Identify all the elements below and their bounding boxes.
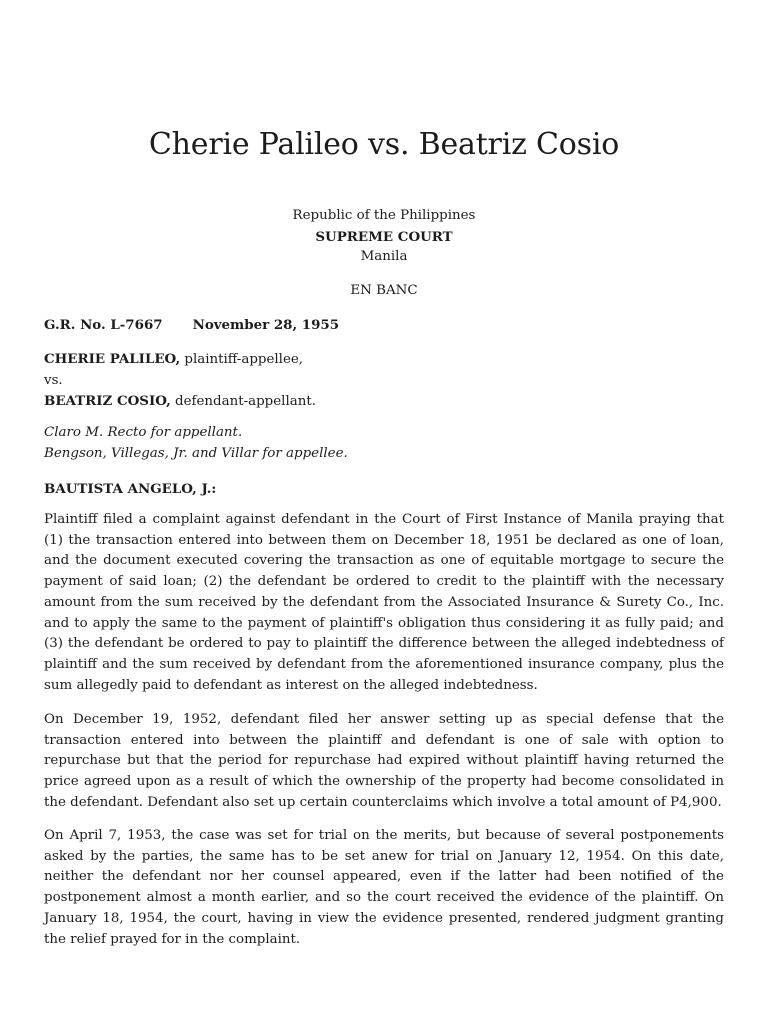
court-header: [44, 206, 724, 268]
body-paragraph: On December 19, 1952, defendant filed her answer setting up as special defense that the transaction entered into between the plaintiff and defendant is one of sale with option to repurchase but that the period for repurchase had expired without plaintiff having returned the price agreed upon as a result of which the ownership of the property had become consolidated in the defendant. Defendant also set up certain counterclaims which involve a total amount of P4,900.: [44, 712, 724, 810]
ponente: BAUTISTA ANGELO, J.:: [44, 481, 217, 497]
appellant-counsel: Claro M. Recto for appellant.: [44, 425, 243, 440]
appellee-counsel: Bengson, Villegas, Jr. and Villar for appellee.: [44, 445, 348, 461]
plaintiff-name: CHERIE PALILEO,: [44, 351, 181, 367]
gr-number: G.R. No. L-7667: [44, 317, 163, 333]
counsel-block: [44, 423, 724, 464]
defendant-role: defendant-appellant.: [170, 394, 316, 410]
plaintiff-role: plaintiff-appellee,: [180, 352, 304, 367]
case-number-line: [44, 315, 724, 336]
division-label: EN BANC: [350, 283, 418, 298]
versus-label: vs.: [44, 372, 63, 388]
body-paragraph: Plaintiff filed a complaint against defendant in the Court of First Instance of Manila praying that (1) the transaction entered into between them on December 18, 1951 be declared as one of loan, and the document executed covering the transaction as one of equitable mortgage to secure the payment of said loan; (2) the defendant be ordered to credit to the plaintiff with the necessary amount from the sum received by the defendant from the Associated Insurance & Surety Co., Inc. and to apply the same to the payment of plaintiff's obligation thus considering it as fully paid; and (3) the defendant be ordered to pay to plaintiff the difference between the alleged indebtedness of plaintiff and the sum received by defendant from the aforementioned insurance company, plus the sum allegedly paid to defendant as interest on the alleged indebtedness.: [44, 512, 724, 693]
court-name: SUPREME COURT: [315, 228, 453, 245]
defendant-line: [44, 391, 724, 413]
decision-date: November 28, 1955: [192, 317, 340, 333]
document-title: Cherie Palileo vs. Beatriz Cosio: [148, 127, 620, 162]
defendant-name: BEATRIZ COSIO,: [44, 393, 171, 410]
plaintiff-line: [44, 349, 724, 371]
body-paragraph: On April 7, 1953, the case was set for trial on the merits, but because of several postponements asked by the parties, the same has to be set anew for trial on January 12, 1954. On this date, neither the defendant nor her counsel appeared, even if the latter had been notified of the postponement almost a month earlier, and so the court received the evidence of the plaintiff. On January 18, 1954, the court, having in view the evidence presented, rendered judgment granting the relief prayed for in the complaint.: [44, 828, 724, 947]
court-city: Manila: [360, 249, 408, 264]
republic-line: Republic of the Philippines: [292, 208, 476, 223]
parties-block: [44, 349, 724, 413]
